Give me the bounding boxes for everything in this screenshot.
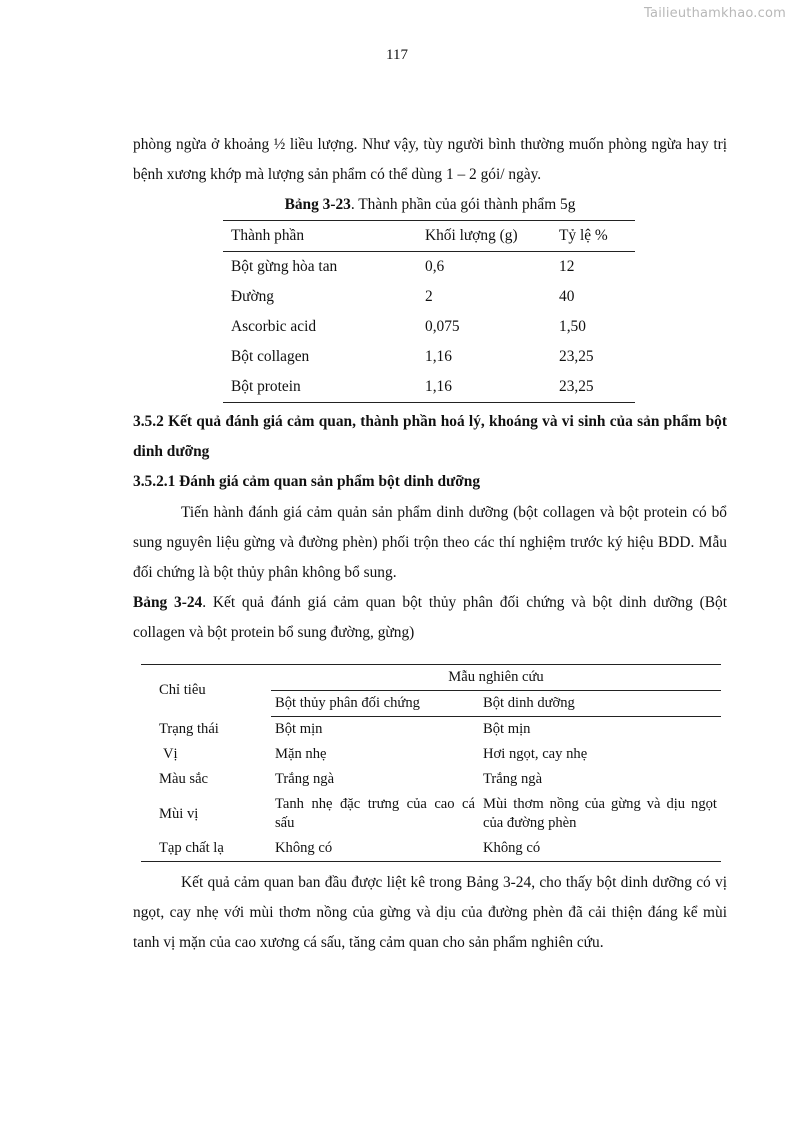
table-cell: Trạng thái [159, 720, 219, 737]
group-header: Mẫu nghiên cứu [271, 665, 721, 691]
table2-caption [133, 588, 727, 648]
section-heading-3-5-2: 3.5.2 Kết quả đánh giá cảm quan, thành phần hoá lý, khoáng và vi sinh của sản phẩm bột dinh dưỡng [133, 413, 727, 460]
table-cell: Mùi thơm nồng của gừng và dịu ngọt của đường phèn [483, 796, 717, 831]
table1-caption-text: . Thành phần của gói thành phẩm 5g [350, 196, 576, 213]
table-cell: 0,6 [425, 258, 445, 275]
table-cell: Bột mịn [483, 721, 531, 737]
intro-paragraph: phòng ngừa ở khoảng ½ liều lượng. Như vậy, tùy người bình thường muốn phòng ngừa hay trị bệnh xương khớp mà lượng sản phẩm có thể dùng 1 – 2 gói/ ngày. [133, 136, 727, 183]
table-cell: Không có [479, 836, 721, 862]
table-cell: Tanh nhẹ đặc trưng của cao cá sấu [275, 796, 475, 831]
page-number: 117 [386, 47, 408, 63]
table-cell: Đường [231, 288, 274, 305]
table-row [223, 252, 635, 283]
table-cell: Màu sắc [159, 771, 209, 787]
table-cell: Mùi vị [159, 805, 199, 822]
sensory-evaluation-table [141, 664, 721, 862]
table2-caption-text: . Kết quả đánh giá cảm quan bột thủy phân đối chứng và bột dinh dưỡng (Bột collagen và bột protein bổ sung đường, gừng) [133, 594, 727, 641]
section-heading-3-5-2-1: 3.5.2.1 Đánh giá cảm quan sản phẩm bột dinh dưỡng [133, 473, 481, 490]
evaluation-paragraph: Tiến hành đánh giá cảm quản sản phẩm dinh dưỡng (bột collagen và bột protein có bổ sung nguyên liệu gừng và đường phèn) phối trộn theo các thí nghiệm trước ký hiệu BDD. Mẫu đối chứng là bột thủy phân không bổ sung. [133, 504, 727, 581]
table-cell: Bột protein [223, 372, 417, 403]
table-cell: Bột mịn [275, 721, 323, 737]
table-row [141, 742, 721, 767]
table-row [223, 282, 635, 312]
table-cell: 40 [559, 288, 575, 305]
table-cell: Vị [163, 746, 178, 762]
table-cell: 23,25 [551, 372, 635, 403]
table-row [223, 372, 635, 403]
table-cell: 1,50 [559, 318, 586, 335]
table-row [141, 792, 721, 836]
table-row [223, 342, 635, 372]
table-cell: Bột collagen [231, 348, 310, 365]
table-header-cell: Thành phần [223, 221, 417, 252]
table-cell: Ascorbic acid [231, 318, 317, 335]
table1-caption-label: Bảng 3-23 [284, 196, 351, 213]
table-row [223, 312, 635, 342]
composition-table [223, 220, 635, 403]
table-header-cell: Bột dinh dưỡng [479, 691, 721, 717]
table-cell: Bột gừng hòa tan [231, 258, 338, 275]
table-cell: 23,25 [559, 348, 594, 365]
table-cell: 12 [559, 258, 575, 275]
table-cell: Trắng ngà [275, 771, 335, 787]
watermark: Tailieuthamkhao.com [644, 6, 786, 21]
table-header-cell: Bột thủy phân đối chứng [271, 691, 479, 717]
table2-caption-label: Bảng 3-24 [133, 594, 203, 611]
table-cell: 1,16 [417, 372, 551, 403]
table-row [141, 836, 721, 862]
table-header-cell: Khối lượng (g) [417, 221, 551, 252]
table-cell: 1,16 [425, 348, 452, 365]
table-cell: Mặn nhẹ [275, 746, 327, 762]
table-row [141, 717, 721, 743]
table-header-row [223, 221, 635, 252]
table-cell: Hơi ngọt, cay nhẹ [483, 746, 588, 762]
table-header-row [141, 665, 721, 691]
conclusion-paragraph: Kết quả cảm quan ban đầu được liệt kê trong Bảng 3-24, cho thấy bột dinh dưỡng có vị ngọt, cay nhẹ với mùi thơm nồng của gừng và dịu của đường phèn đã cải thiện đáng kể mùi tanh vị mặn của cao xương cá sấu, tăng cảm quan cho sản phẩm nghiên cứu. [133, 874, 727, 951]
table-row [141, 767, 721, 792]
table-cell: Tạp chất lạ [141, 836, 271, 862]
table-cell: Trắng ngà [483, 771, 543, 787]
table-header-cell: Tỷ lệ % [551, 221, 635, 252]
table-cell: Không có [271, 836, 479, 862]
table-cell: 2 [425, 288, 433, 305]
table-cell: 0,075 [425, 318, 460, 335]
document-body [133, 130, 727, 958]
criteria-header: Chỉ tiêu [141, 665, 271, 717]
table1-caption [133, 190, 727, 220]
